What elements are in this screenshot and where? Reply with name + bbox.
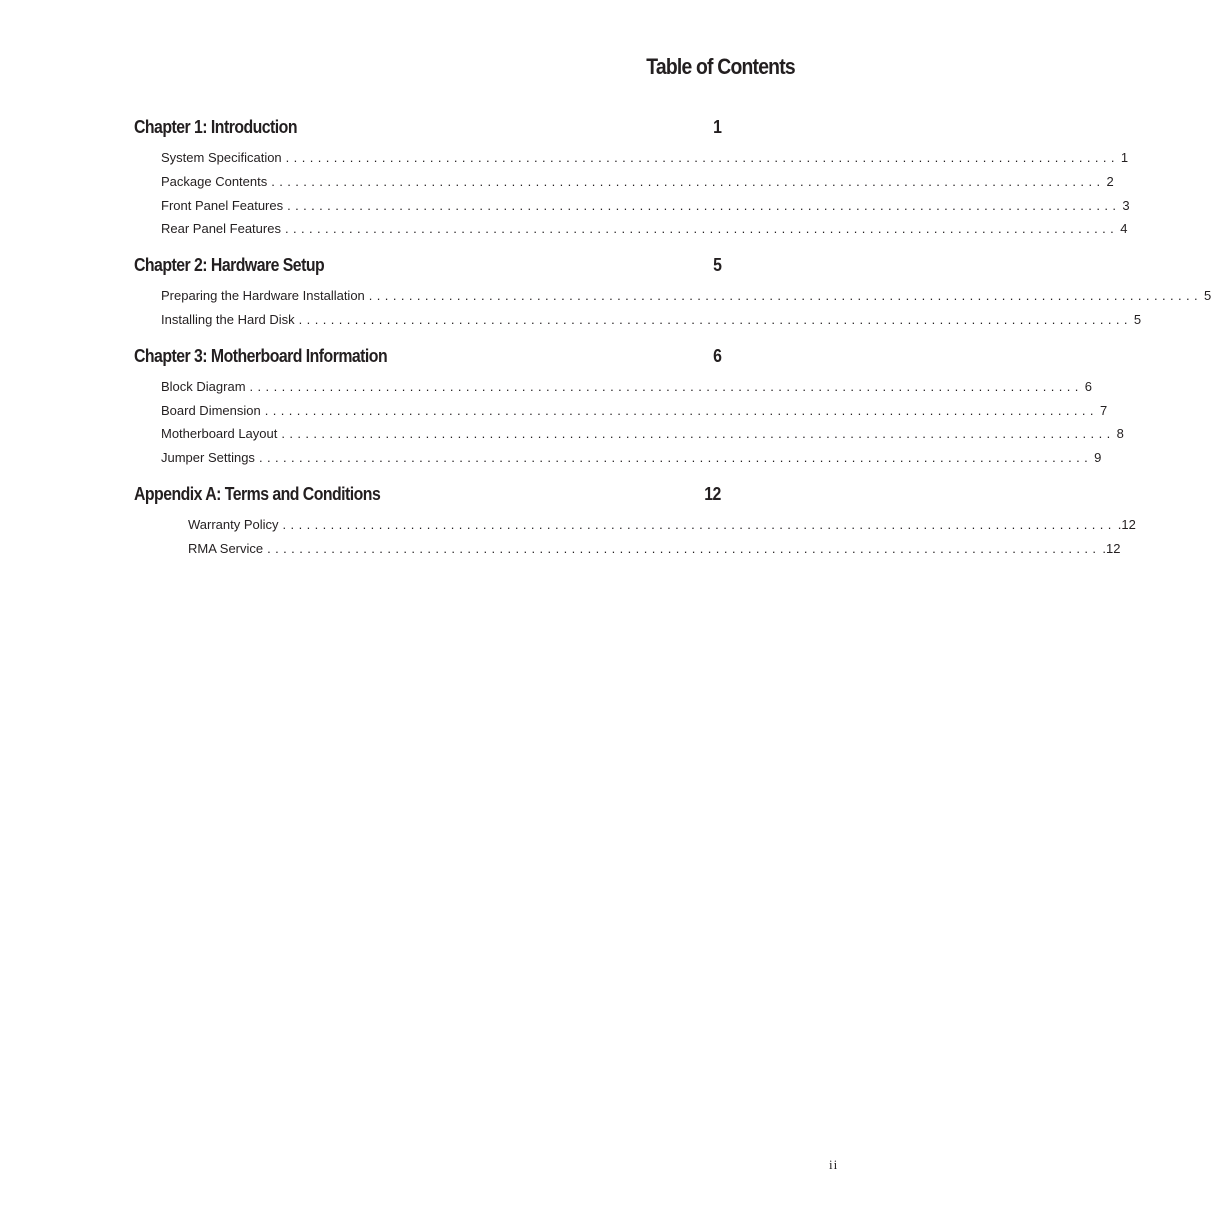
toc-entry[interactable] — [134, 194, 1130, 218]
toc-chapter-3 — [134, 342, 1124, 470]
toc-entry-label: RMA Service — [188, 540, 264, 556]
chapter-title: Appendix A: Terms and Conditions — [134, 483, 381, 504]
dot-leader: ........................................................................................................ — [271, 173, 1105, 189]
toc-chapter-1 — [134, 113, 1130, 241]
toc-entry-label: Rear Panel Features — [161, 221, 281, 237]
dot-leader: ........................................................................................................ — [258, 450, 1093, 466]
chapter-heading[interactable] — [134, 251, 721, 279]
chapter-page-number: 1 — [712, 117, 721, 137]
chapter-entries — [134, 146, 1130, 241]
toc-entry[interactable] — [134, 284, 1211, 308]
toc-entry-label: Warranty Policy — [188, 516, 279, 532]
toc-entry-page: 4 — [1120, 221, 1128, 237]
chapter-heading[interactable] — [134, 480, 721, 508]
dot-leader: ........................................................................................................ — [264, 402, 1098, 418]
toc-entry[interactable] — [134, 446, 1102, 470]
toc-entry-page: 8 — [1116, 426, 1124, 442]
chapter-entries — [134, 513, 1136, 561]
toc-entry-page: 7 — [1099, 402, 1108, 418]
toc-appendix-a — [134, 480, 1136, 561]
toc-entry-page: .12 — [1117, 516, 1136, 532]
page-number: ii — [829, 1157, 839, 1172]
chapter-page-number: 5 — [712, 255, 721, 276]
toc-entry[interactable] — [134, 513, 1136, 537]
dot-leader: ........................................................................................................ — [287, 197, 1121, 213]
toc-entry[interactable] — [134, 537, 1121, 561]
toc-entry-label: System Specification — [161, 150, 282, 165]
toc-entry[interactable] — [134, 146, 1129, 170]
chapter-entries — [134, 284, 1211, 332]
chapter-page-number: 12 — [704, 483, 721, 504]
chapter-heading[interactable] — [134, 342, 721, 370]
toc-entry[interactable] — [134, 308, 1142, 332]
toc-entry-page: 5 — [1133, 311, 1142, 327]
dot-leader: ........................................................................................................ — [285, 150, 1119, 165]
toc-entry[interactable] — [134, 375, 1092, 399]
toc-entry-label: Board Dimension — [161, 402, 261, 418]
toc-entry[interactable] — [134, 399, 1108, 423]
toc-entry-page: 3 — [1122, 197, 1130, 213]
dot-leader: ........................................................................................................ — [368, 288, 1203, 304]
toc-entry[interactable] — [134, 422, 1124, 446]
chapter-title: Chapter 2: Hardware Setup — [134, 255, 325, 276]
toc-entry-label: Package Contents — [161, 173, 268, 189]
toc-entry[interactable] — [134, 217, 1128, 241]
chapter-title: Chapter 3: Motherboard Information — [134, 345, 388, 366]
table-of-contents — [134, 113, 1211, 571]
dot-leader: ........................................................................................................ — [282, 516, 1116, 532]
toc-entry-page: .12 — [1102, 540, 1121, 556]
toc-entry-label: Motherboard Layout — [161, 426, 278, 442]
toc-entry-page: 9 — [1094, 450, 1102, 466]
dot-leader: ........................................................................................................ — [281, 426, 1115, 442]
toc-entry-label: Jumper Settings — [161, 450, 255, 466]
chapter-heading[interactable] — [134, 113, 721, 141]
dot-leader: ........................................................................................................ — [249, 378, 1083, 394]
toc-entry-page: 5 — [1204, 288, 1211, 304]
toc-entry-page: 6 — [1084, 378, 1092, 394]
chapter-page-number: 6 — [712, 345, 721, 366]
toc-entry-label: Block Diagram — [161, 378, 246, 394]
dot-leader: ........................................................................................................ — [267, 540, 1101, 556]
chapter-entries — [134, 375, 1124, 470]
toc-entry-page: 1 — [1120, 150, 1129, 165]
toc-entry[interactable] — [134, 170, 1114, 194]
toc-entry-page: 2 — [1106, 173, 1114, 189]
chapter-title: Chapter 1: Introduction — [134, 117, 297, 137]
toc-entry-label: Installing the Hard Disk — [161, 311, 295, 327]
toc-entry-label: Preparing the Hardware Installation — [161, 288, 365, 304]
dot-leader: ........................................................................................................ — [284, 221, 1119, 237]
toc-chapter-2 — [134, 251, 1211, 332]
dot-leader: ........................................................................................................ — [298, 311, 1132, 327]
toc-entry-label: Front Panel Features — [161, 197, 284, 213]
page-title: Table of Contents — [646, 54, 795, 79]
